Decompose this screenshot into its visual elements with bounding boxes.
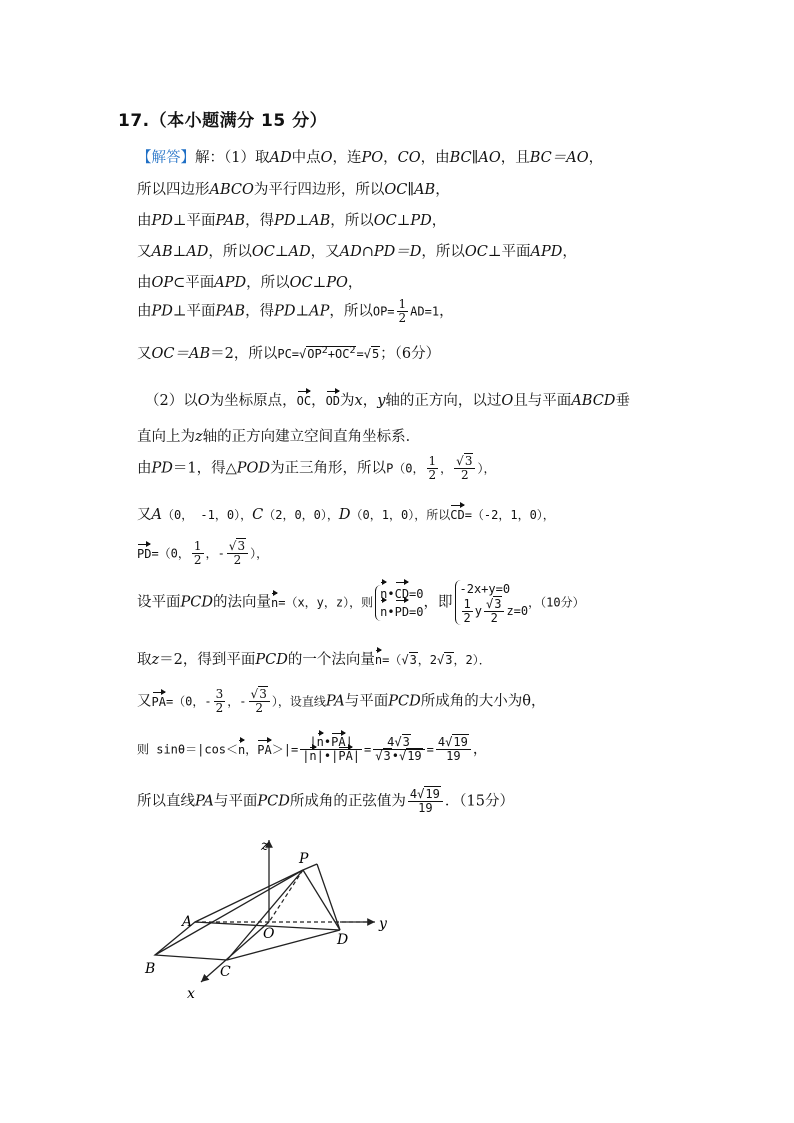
label-z: z bbox=[261, 838, 269, 854]
system-brace-2: -2x+y=0 $\frac{1}{2}$ y $\frac{√3}{2}$ z=0 bbox=[455, 580, 529, 625]
part2-line10: 所以直线PA与平面PCD所成角的正弦值为 $\frac{4√19}{19}$ ．（15分） bbox=[137, 787, 515, 815]
label-x: x bbox=[187, 986, 195, 1002]
part2-line1: （2）以O为坐标原点，OC，OD为x，y轴的正方向，以过O且与平面ABCD垂 bbox=[145, 393, 630, 409]
label-D: D bbox=[337, 932, 349, 948]
part2-line6: 设平面PCD的法向量n=（x，y，z），则n•CD=0 n•PD=0，即-2x+y=0 $\frac{1}{2}$ y $\frac{√3}{2}$ z=0，（10分） bbox=[137, 582, 585, 625]
geometry-figure bbox=[135, 830, 400, 1005]
label-O: O bbox=[263, 926, 275, 942]
part2-line7: 取z＝2，得到平面PCD的一个法向量n=（√3，2√3，2）． bbox=[137, 652, 491, 668]
part1-line6: 由PD⊥平面PAB，得PD⊥AP，所以OP= $\frac{1}{2}$ AD=1， bbox=[137, 297, 454, 325]
part2-line4: 又A（0， -1，0），C（2，0，0），D（0，1，0），所以CD=（-2，1，0）， bbox=[137, 507, 555, 523]
part1-line5: 由OP⊂平面APD，所以OC⊥PO， bbox=[137, 275, 363, 291]
part2-line3: 由PD＝1，得△POD为正三角形，所以P（0， $\frac{1}{2}$ ， $\frac{√3}{2}$ ）， bbox=[137, 454, 496, 482]
part2-line2: 直向上为z轴的正方向建立空间直角坐标系． bbox=[137, 429, 421, 445]
problem-heading: 17.（本小题满分 15 分） bbox=[118, 111, 328, 131]
part2-line5: PD=（0， $\frac{1}{2}$ ，- $\frac{√3}{2}$ ）， bbox=[137, 539, 269, 567]
part2-line8: 又PA=（0，- $\frac{3}{2}$ ，- $\frac{√3}{2}$ ），设直线PA与平面PCD所成角的大小为θ， bbox=[137, 687, 546, 715]
part1-line1: 【解答】解：（1）取AD中点O，连PO，CO，由BC∥AO，且BC＝AO， bbox=[137, 150, 604, 166]
label-B: B bbox=[145, 961, 156, 977]
label-A: A bbox=[182, 914, 193, 930]
part1-line2: 所以四边形ABCO为平行四边形，所以OC∥AB， bbox=[137, 182, 450, 198]
label-y: y bbox=[379, 916, 387, 932]
part2-line9: 则 sinθ＝|cos＜n，PA＞|= $\frac{|n•PA|}{|n|•|PA|}$ = $\frac{4√3}{√3•√19}$ = $\frac{4√19}{19}$ ， bbox=[137, 735, 488, 763]
label-C: C bbox=[220, 964, 231, 980]
edge-PC bbox=[227, 870, 303, 960]
answer-tag: 【解答】 bbox=[137, 150, 195, 166]
fraction-half: $\frac{1}{2}$ bbox=[398, 297, 407, 325]
edge-PA bbox=[195, 870, 303, 922]
edge-PB bbox=[155, 870, 303, 955]
part1-line3: 由PD⊥平面PAB，得PD⊥AB，所以OC⊥PD， bbox=[137, 213, 447, 229]
label-P: P bbox=[299, 851, 309, 867]
part1-line4: 又AB⊥AD，所以OC⊥AD，又AD∩PD＝D，所以OC⊥平面APD， bbox=[137, 244, 577, 260]
part1-line7: 又OC＝AB＝2，所以$PC=√OP^2+OC^2=√5$；（6分） bbox=[137, 345, 441, 362]
edge-PD bbox=[303, 870, 340, 930]
system-brace-1: n•CD=0 n•PD=0 bbox=[375, 585, 423, 621]
